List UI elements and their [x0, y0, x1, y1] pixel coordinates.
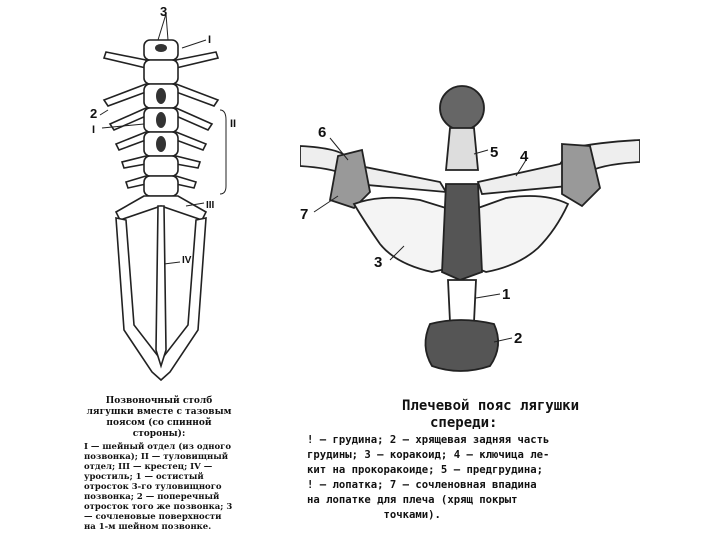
shoulder-girdle-figure [300, 84, 640, 384]
left-caption-title: Позвоночный столб лягушки вместе с тазовым поясом (со спинной стороны): [86, 396, 232, 439]
label-5: 5 [490, 144, 499, 161]
label-3-right: 3 [374, 254, 383, 271]
label-3: 3 [160, 4, 168, 19]
label-1-right: 1 [502, 286, 511, 303]
label-II: II [230, 118, 237, 130]
label-I-top: I [208, 34, 212, 46]
right-caption-legend [307, 433, 647, 523]
sternum [448, 280, 476, 322]
epicoracoid [442, 184, 482, 280]
legend-line: кит на прокоракоиде; 5 — предгрудина; [307, 464, 543, 476]
xiphisternum [425, 320, 498, 371]
label-6: 6 [318, 124, 327, 141]
right-caption-title [402, 398, 652, 432]
legend-line: на лопатке для плеча (хрящ покрыт [307, 494, 518, 506]
label-IV: IV [182, 255, 192, 266]
urostyle [156, 206, 166, 366]
left-caption [84, 396, 234, 532]
coracoid-right [476, 196, 568, 272]
label-III: III [206, 200, 215, 211]
legend-line: точками). [307, 509, 441, 521]
label-4: 4 [520, 148, 529, 165]
left-caption-legend: I — шейный отдел (из одного позвонка); II — туловищный отдел; III — крестец; IV — уростиль; 1 — остистый отросток 3-го туловищного позвонка; 2 — поперечный отросток того же позвонка; 3 — сочленовые поверхности на 1-м шейном позвонке. [84, 442, 233, 532]
legend-line: грудины; 3 — коракоид; 4 — ключица ле- [307, 449, 550, 461]
omosternum [446, 128, 478, 170]
right-title-line2: спереди: [430, 415, 498, 431]
clavicle-right [478, 140, 640, 194]
label-2-right: 2 [514, 330, 523, 347]
episternum [440, 86, 484, 130]
legend-line: ! — грудина; 2 — хрящевая задняя часть [307, 434, 550, 446]
vertebral-column-figure [86, 0, 236, 392]
label-I: I [92, 124, 96, 136]
right-title-line1: Плечевой пояс лягушки [402, 398, 580, 414]
label-7: 7 [300, 206, 309, 223]
coracoid-left [354, 198, 450, 272]
clavicle-left [300, 146, 446, 192]
label-2: 2 [90, 106, 98, 121]
legend-line: ! — лопатка; 7 — сочленовная впадина [307, 479, 537, 491]
